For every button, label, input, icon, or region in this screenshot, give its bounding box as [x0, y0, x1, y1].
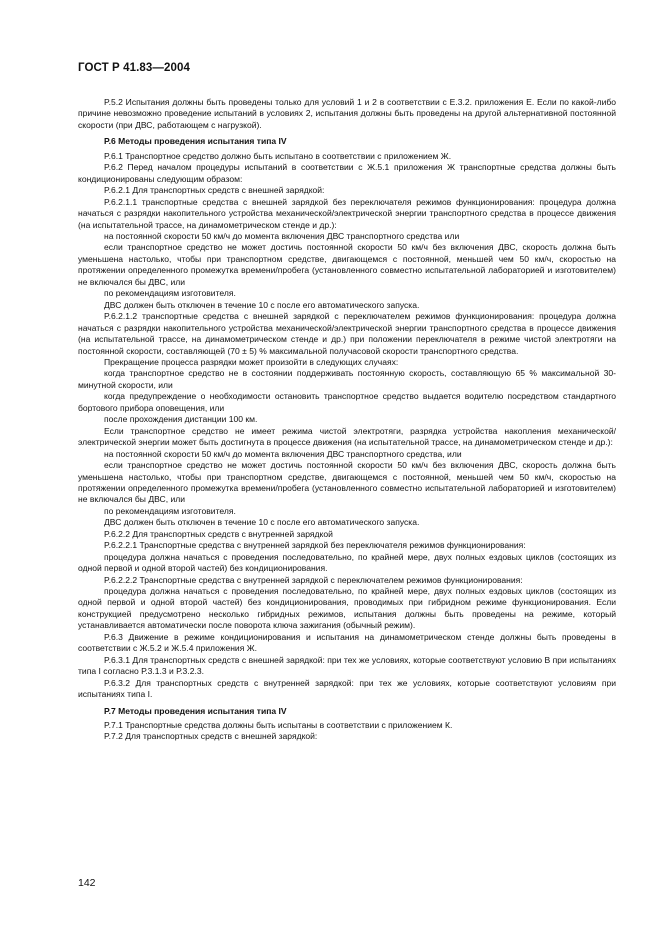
paragraph: если транспортное средство не может достичь постоянной скорости 50 км/ч без включения ДВС, скорость должна быть уменьшена настолько, чтобы при транспортном средстве, двигающемся с постоянной, меньшей чем 50 км/ч, скоростью на протяжении определенного промежутка времени/пробега (установленного совместно испытательной лабораторией и изготовителем) не включался бы ДВС, или — [78, 460, 616, 505]
paragraph: на постоянной скорости 50 км/ч до момента включения ДВС транспортного средства, или — [104, 448, 462, 459]
paragraph: P.6.3.2 Для транспортных средств с внутренней зарядкой: при тех же условиях, которые соответствуют условиям при испытаниях типа I. — [78, 677, 616, 700]
paragraph: P.5.2 Испытания должны быть проведены только для условий 1 и 2 в соответствии с Е.3.2. приложения Е. Если по какой-либо причине невозможно проведение испытаний в условиях 2, испытания должны быть проведены на другой альтернативной постоянной скорости (при ДВС, работающем с нагрузкой). — [78, 97, 616, 130]
paragraph: P.7.1 Транспортные средства должны быть испытаны в соответствии с приложением К. — [104, 720, 453, 731]
paragraph: P.6.2.1.2 транспортные средства с внешней зарядкой с переключателем режимов функционирования: процедура должна начаться с разрядки накопительного устройства механической/электрической энергии транспортного средства в процессе движения (на испытательной трассе, на динамометрическом стенде и др.) при положении переключателя в режиме чистой электротяги на постоянной скорости, составляющей (70 ± 5) % максимальной получасовой скорости транспортного средства. — [78, 311, 616, 356]
paragraph: P.6.2 Перед началом процедуры испытаний в соответствии с Ж.5.1 приложения Ж транспортные средства должны быть кондиционированы следующим образом: — [78, 162, 616, 184]
section-heading: P.7 Методы проведения испытания типа IV — [104, 705, 287, 716]
paragraph: по рекомендациям изготовителя. — [104, 288, 236, 299]
document-header: ГОСТ Р 41.83—2004 — [78, 62, 190, 74]
paragraph: Если транспортное средство не имеет режима чистой электротяги, разрядка устройства накопления механической/электрической энергии может быть достигнута в процессе движения (на испытательной трассе, на динамометрическом стенде и др.): — [78, 425, 616, 448]
paragraph: ДВС должен быть отключен в течение 10 с после его автоматического запуска. — [104, 517, 420, 528]
document-body — [78, 97, 616, 743]
paragraph: P.6.2.2.1 Транспортные средства с внутренней зарядкой без переключателя режимов функционирования: — [104, 540, 526, 551]
paragraph: P.6.2.2.2 Транспортные средства с внутренней зарядкой с переключателем режимов функционирования: — [104, 574, 523, 585]
paragraph: P.6.3 Движение в режиме кондиционирования и испытания на динамометрическом стенде должны быть проведены в соответствии с Ж.5.2 и Ж.5.4 приложения Ж. — [78, 631, 616, 654]
paragraph: P.6.3.1 Для транспортных средств с внешней зарядкой: при тех же условиях, которые соответствуют условию В при испытаниях типа I согласно Р.3.1.3 и Р.3.2.3. — [78, 654, 616, 677]
paragraph: ДВС должен быть отключен в течение 10 с после его автоматического запуска. — [104, 299, 420, 310]
paragraph: процедура должна начаться с проведения последовательно, по крайней мере, двух полных ездовых циклов (состоящих из одной первой и одной второй частей) без кондиционирования. — [78, 551, 616, 574]
paragraph: когда транспортное средство не в состоянии поддерживать постоянную скорость, составляющую 65 % максимальной 30-минутной скорости, или — [78, 368, 616, 390]
paragraph: P.6.2.2 Для транспортных средств с внутренней зарядкой — [104, 528, 333, 539]
paragraph: Прекращение процесса разрядки может произойти в следующих случаях: — [104, 356, 399, 367]
section-heading: P.6 Методы проведения испытания типа IV — [104, 136, 287, 147]
paragraph: после прохождения дистанции 100 км. — [104, 414, 258, 425]
paragraph: P.6.2.1 Для транспортных средств с внешней зарядкой: — [104, 185, 325, 196]
paragraph: на постоянной скорости 50 км/ч до момента включения ДВС транспортного средства или — [104, 230, 460, 241]
paragraph: процедура должна начаться с проведения последовательно, по крайней мере, двух полных ездовых циклов (состоящих из одной первой и одной второй частей) без кондиционирования, проводимых при гибридном режиме функционирования. Если конструкцией предусмотрено несколько гибридных режимов, испытания должны быть проведены на режиме, который устанавливается автоматически после поворота ключа зажигания (обычный режим). — [78, 586, 616, 631]
paragraph: по рекомендациям изготовителя. — [104, 505, 236, 516]
paragraph: когда предупреждение о необходимости остановить транспортное средство выдается водителю посредством стандартного бортового прибора оповещения, или — [78, 391, 616, 413]
paragraph: если транспортное средство не может достичь постоянной скорости 50 км/ч без включения ДВС, скорость должна быть уменьшена настолько, чтобы при транспортном средстве, двигающемся с постоянной, меньшей чем 50 км/ч, скоростью на протяжении определенного промежутка времени/пробега (установленного совместно испытательной лабораторией и изготовителем) не включался бы ДВС, или — [78, 242, 616, 287]
paragraph: P.6.2.1.1 транспортные средства с внешней зарядкой без переключателя режимов функционирования: процедура должна начаться с разрядки накопительного устройства механической/электрической энергии транспортного средства в процессе движения (на испытательной трассе, на динамометрическом стенде и др.): — [78, 196, 616, 230]
page-number: 142 — [78, 877, 96, 889]
paragraph: P.6.1 Транспортное средство должно быть испытано в соответствии с приложением Ж. — [104, 150, 452, 161]
paragraph: P.7.2 Для транспортных средств с внешней зарядкой: — [104, 731, 318, 742]
